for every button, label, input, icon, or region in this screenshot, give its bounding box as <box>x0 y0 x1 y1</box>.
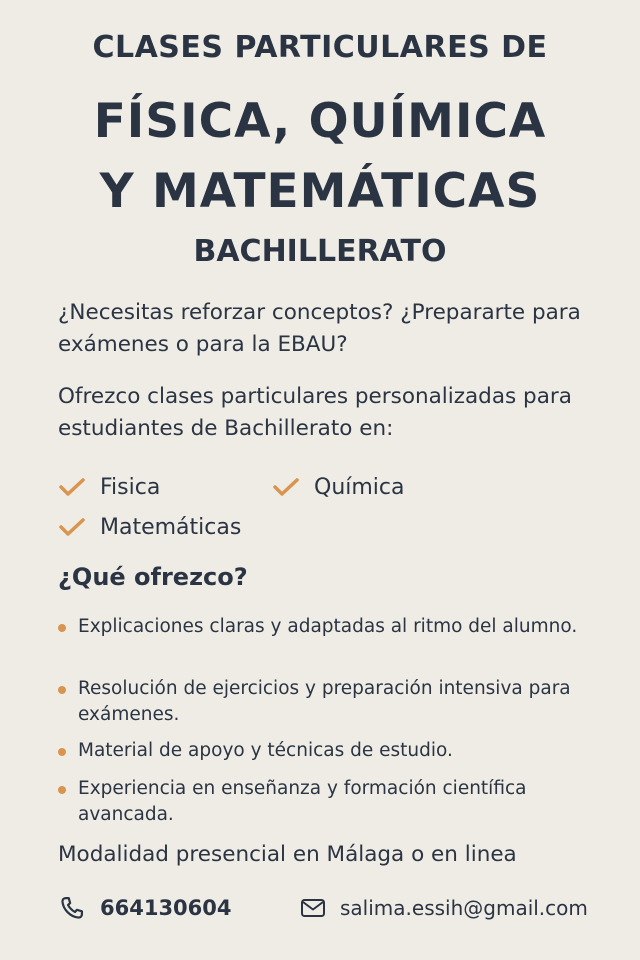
subheading: CLASES PARTICULARES DE <box>92 30 548 65</box>
offer-item-text: Explicaciones claras y adaptadas al ritmo del alumno. <box>78 616 578 637</box>
phone-icon <box>58 894 86 922</box>
check-icon <box>58 477 86 497</box>
offer-item <box>58 614 598 640</box>
offer-item-text: Material de apoyo y técnicas de estudio. <box>78 740 453 761</box>
bullet-dot-icon <box>58 748 66 756</box>
bullet-dot-icon <box>58 786 66 794</box>
level-label: BACHILLERATO <box>193 234 447 269</box>
intro-question: ¿Necesitas reforzar conceptos? ¿Prepararte para exámenes o para la EBAU? <box>58 300 581 357</box>
offer-item <box>58 738 598 764</box>
subject-label: Fisica <box>100 474 161 500</box>
subject-label: Química <box>314 474 405 500</box>
title-line-2: Y MATEMÁTICAS <box>99 164 541 219</box>
check-icon <box>272 477 300 497</box>
offer-item <box>58 776 598 828</box>
offers-title: ¿Qué ofrezco? <box>58 563 248 591</box>
subject-chemistry <box>272 471 405 503</box>
mail-icon <box>300 898 326 918</box>
intro-offer: Ofrezco clases particulares personalizadas para estudiantes de Bachillerato en: <box>58 384 572 441</box>
subject-math <box>58 511 241 543</box>
email-address: salima.essih@gmail.com <box>340 896 588 920</box>
title-line-1: FÍSICA, QUÍMICA <box>93 94 547 149</box>
phone-number: 664130604 <box>100 896 232 920</box>
subject-physics <box>58 471 160 503</box>
offer-item <box>58 676 598 728</box>
check-icon <box>58 517 86 537</box>
modality-text: Modalidad presencial en Málaga o en linea <box>58 842 517 867</box>
email-contact[interactable] <box>300 890 588 926</box>
bullet-dot-icon <box>58 624 66 632</box>
bullet-dot-icon <box>58 686 66 694</box>
offer-item-text: Experiencia en enseñanza y formación científica avancada. <box>78 778 527 825</box>
phone-contact[interactable] <box>58 890 232 926</box>
subject-label: Matemáticas <box>100 514 242 540</box>
offer-item-text: Resolución de ejercicios y preparación intensiva para exámenes. <box>78 678 571 725</box>
